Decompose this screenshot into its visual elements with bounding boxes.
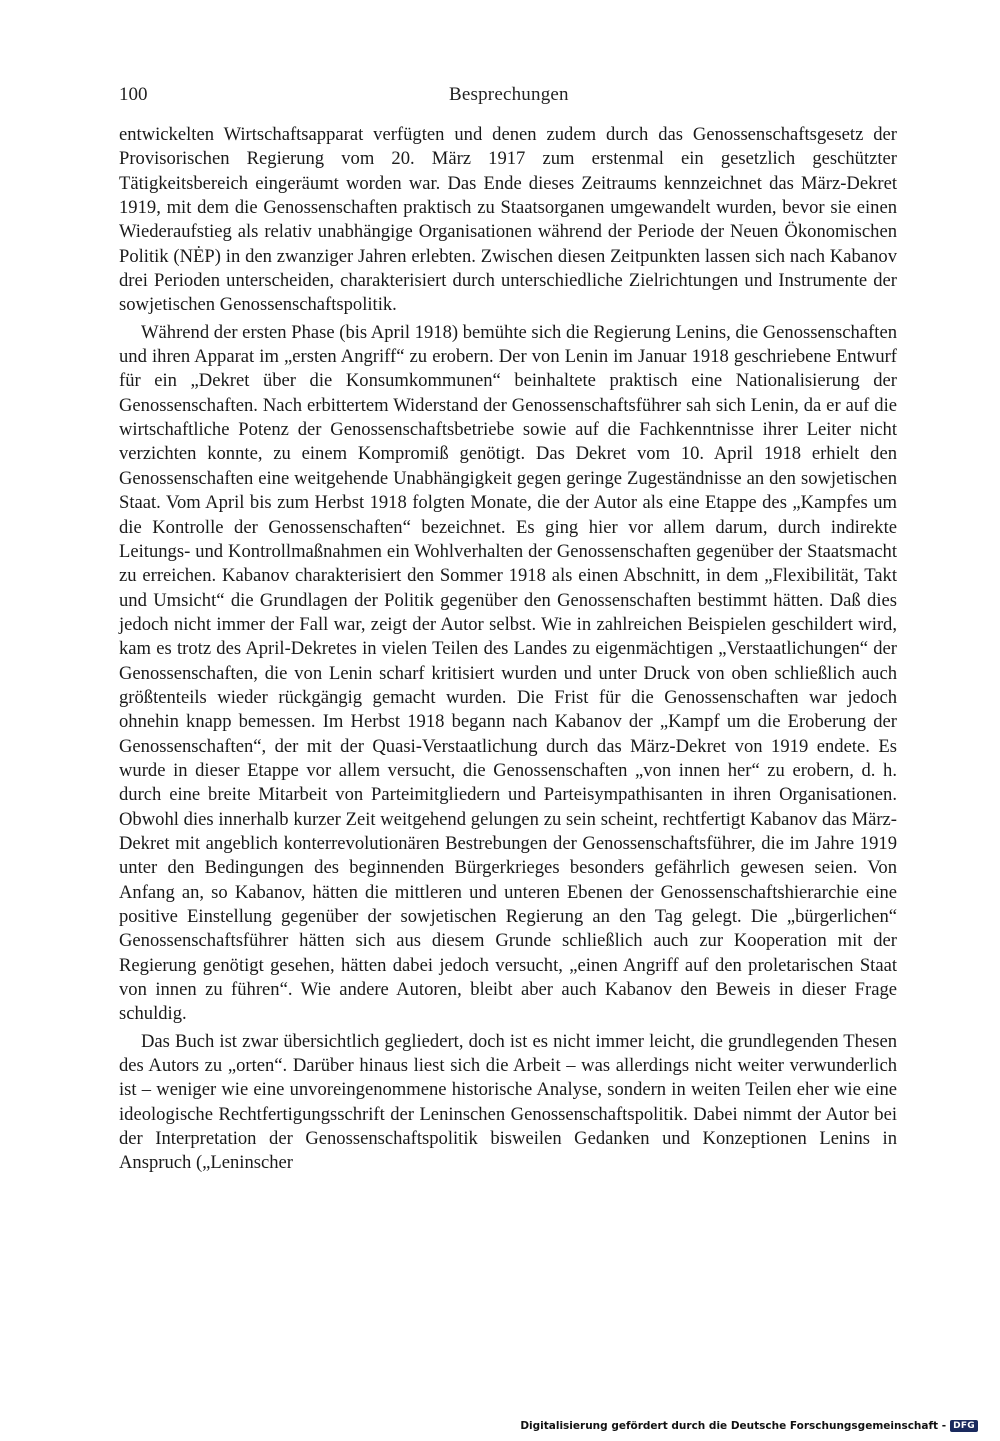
body-text — [119, 123, 897, 1176]
page-number: 100 — [119, 84, 148, 105]
section-title: Besprechungen — [449, 84, 569, 105]
dfg-logo-icon: DFG — [950, 1420, 978, 1432]
running-head — [119, 84, 897, 112]
credit-text: Digitalisierung gefördert durch die Deutsche Forschungsgemeinschaft - — [520, 1420, 947, 1432]
digitization-credit — [520, 1420, 978, 1432]
paragraph-2: Während der ersten Phase (bis April 1918) bemühte sich die Regierung Lenins, die Genossenschaften und ihren Apparat im „ersten Angriff“ zu erobern. Der von Lenin im Januar 1918 geschriebene Entwurf für ein „Dekret über die Konsumkommunen“ beinhaltete praktisch eine Nationalisierung der Genossenschaften. Nach erbittertem Widerstand der Genossenschaftsführer sah sich Lenin, da er auf die wirtschaftliche Potenz der Genossenschaftsbetriebe sowie auf die Fachkenntnisse ihrer Leiter nicht verzichten konnte, zu einem Kompromiß genötigt. Das Dekret vom 10. April 1918 erhielt den Genossenschaften eine weitgehende Unabhängigkeit gegen geringe Zugeständnisse an den sowjetischen Staat. Vom April bis zum Herbst 1918 folgten Monate, die der Autor als eine Etappe des „Kampfes um die Kontrolle der Genossenschaften“ bezeichnet. Es ging hier vor allem darum, durch indirekte Leitungs- und Kontrollmaßnahmen ein Wohlverhalten der Genossenschaften gegenüber der Staatsmacht zu erreichen. Kabanov charakterisiert den Sommer 1918 als einen Abschnitt, in dem „Flexibilität, Takt und Umsicht“ die Grundlagen der Politik gegenüber den Genossenschaften bestimmt hätten. Daß dies jedoch nicht immer der Fall war, zeigt der Autor selbst. Wie in zahlreichen Beispielen geschildert wird, kam es trotz des April-Dekretes in vielen Teilen des Landes zu eigenmächtigen „Verstaatlichungen“ der Genossenschaften, die von Lenin scharf kritisiert wurden und unter Druck von oben schließlich auch größtenteils wieder rückgängig gemacht wurden. Die Frist für die Genossenschaften war jedoch ohnehin knapp bemessen. Im Herbst 1918 begann nach Kabanov der „Kampf um die Eroberung der Genossenschaften“, der mit der Quasi-Verstaatlichung durch das März-Dekret von 1919 endete. Es wurde in dieser Etappe vor allem versucht, die Genossenschaften „von innen her“ zu erobern, d. h. durch eine breite Mitarbeit von Parteimitgliedern und Parteisympathisanten in ihren Organisationen. Obwohl dies innerhalb kurzer Zeit weitgehend gelungen zu sein scheint, rechtfertigt Kabanov das März-Dekret mit angeblich konterrevolutionären Bestrebungen der Genossenschaftsführer, die im Jahre 1919 unter den Bedingungen des beginnenden Bürgerkrieges besonders gefährlich gewesen seien. Von Anfang an, so Kabanov, hätten die mittleren und unteren Ebenen der Genossenschaftshierarchie eine positive Einstellung gegenüber der sowjetischen Regierung an den Tag gelegt. Die „bürgerlichen“ Genossenschaftsführer hätten sich aus diesem Grunde schließlich auch zur Kooperation mit der Regierung genötigt gesehen, hätten dabei jedoch versucht, „einen Angriff auf den proletarischen Staat von innen zu führen“. Wie andere Autoren, bleibt aber auch Kabanov den Beweis in dieser Frage schuldig. — [119, 321, 897, 1025]
paragraph-3: Das Buch ist zwar übersichtlich gegliedert, doch ist es nicht immer leicht, die grundlegenden Thesen des Autors zu „orten“. Darüber hinaus liest sich die Arbeit – was allerdings nicht weiter verwunderlich ist – weniger wie eine unvoreingenommene historische Analyse, sondern in weiten Teilen eher wie eine ideologische Rechtfertigungsschrift der Leninschen Genossenschaftspolitik. Dabei nimmt der Autor bei der Interpretation der Genossenschaftspolitik bisweilen Gedanken und Konzeptionen Lenins in Anspruch („Leninscher — [119, 1030, 897, 1174]
paragraph-1: entwickelten Wirtschaftsapparat verfügten und denen zudem durch das Genossenschaftsgesetz der Provisorischen Regierung vom 20. März 1917 zum erstenmal ein gesetzlich geschützter Tätigkeitsbereich eingeräumt worden war. Das Ende dieses Zeitraums kennzeichnet das März-Dekret 1919, mit dem die Genossenschaften praktisch zu Staatsorganen umgewandelt wurden, bevor sie einen Wiederaufstieg als relativ unabhängige Organisationen während der Periode der Neuen Ökonomischen Politik (NĖP) in den zwanziger Jahren erlebten. Zwischen diesen Zeitpunkten lassen sich nach Kabanov drei Perioden unterscheiden, charakterisiert durch unterschiedliche Zielrichtungen und Instrumente der sowjetischen Genossenschaftspolitik. — [119, 124, 897, 316]
